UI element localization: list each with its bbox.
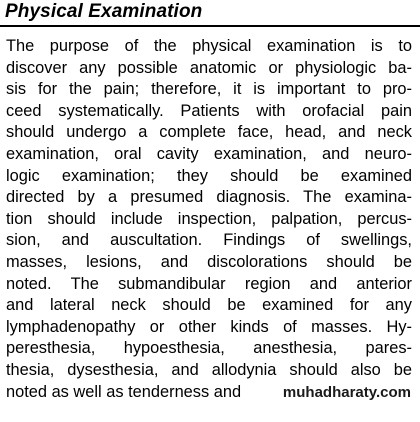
watermark-text: muhadharaty.com (281, 382, 412, 404)
paragraph-line: directed by a presumed diagnosis. The examina- (6, 188, 412, 207)
paragraph-line: and lateral neck should be examined for any (6, 296, 412, 315)
body-paragraph (6, 36, 412, 403)
paragraph-line: tion should include inspection, palpation, percus- (6, 209, 412, 228)
paragraph-line: peresthesia, hypoesthesia, anesthesia, pares- (6, 339, 412, 358)
paragraph-line: sion, and auscultation. Findings of swellings, (6, 231, 412, 250)
paragraph-line: ceed systematically. Patients with orofacial pain (6, 101, 412, 120)
paragraph-line: lymphadenopathy or other kinds of masses. Hy- (6, 317, 412, 336)
paragraph-line: examination, oral cavity examination, and neuro- (6, 144, 412, 163)
paragraph-line: should undergo a complete face, head, and neck (6, 123, 412, 142)
paragraph-line: logic examination; they should be examined (6, 166, 412, 185)
paragraph-line: noted as well as tenderness and (6, 382, 242, 401)
paragraph-line: sis for the pain; therefore, it is important to pro- (6, 80, 412, 99)
paragraph-last-line (6, 382, 412, 404)
paragraph-line: The purpose of the physical examination is to (6, 37, 412, 55)
paragraph-line: discover any possible anatomic or physiologic ba- (6, 58, 412, 77)
paragraph-line: noted. The submandibular region and anterior (6, 274, 412, 293)
heading-underline (0, 25, 420, 27)
paragraph-line: masses, lesions, and discolorations should be (6, 252, 412, 271)
paragraph-line: thesia, dysesthesia, and allodynia should also be (6, 360, 412, 379)
section-heading: Physical Examination (5, 1, 203, 22)
